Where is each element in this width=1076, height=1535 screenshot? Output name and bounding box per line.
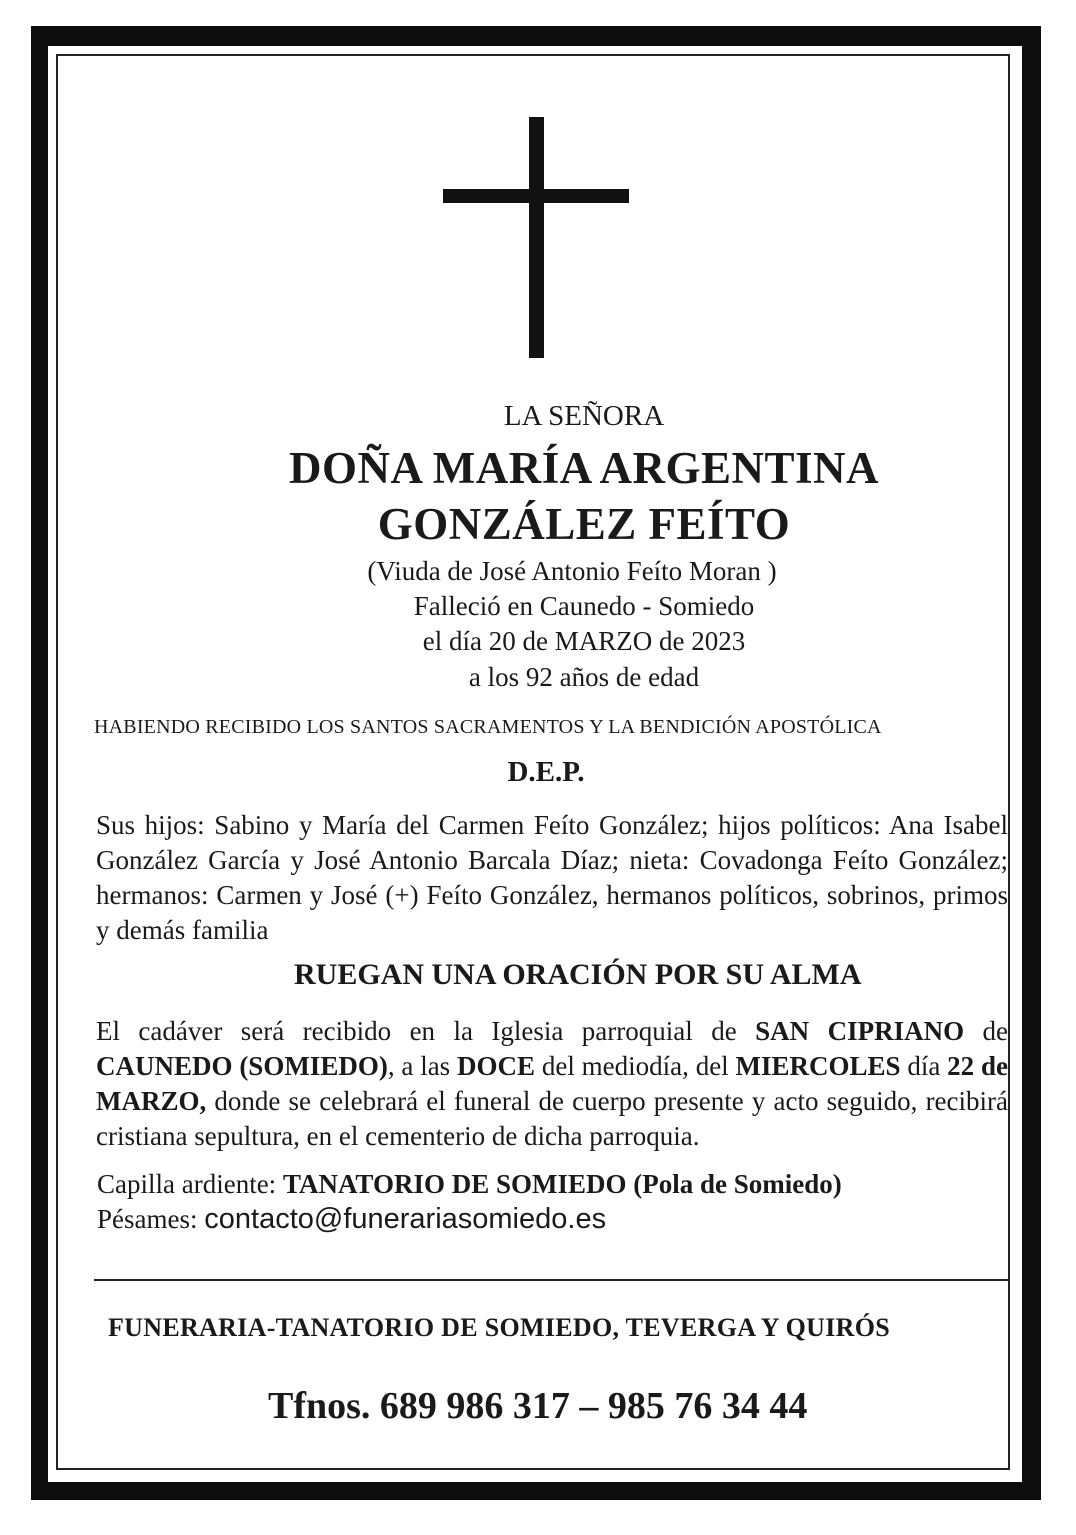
burial-text-5: día: [900, 1051, 948, 1081]
village-name: CAUNEDO (SOMIEDO): [96, 1051, 388, 1081]
death-place-line: Falleció en Caunedo - Somiedo: [413, 591, 755, 621]
company-name: FUNERARIA-TANATORIO DE SOMIEDO, TEVERGA Y QUIRÓS: [108, 1313, 890, 1342]
cross-horizontal-bar: [443, 189, 629, 203]
death-date-line: el día 20 de MARZO de 2023: [422, 626, 746, 656]
family-paragraph: Sus hijos: Sabino y María del Carmen Feíto González; hijos políticos: Ana Isabel González García y José Antonio Barcala Díaz; nieta: Covadonga Feíto González; hermanos: Carmen y José (+) Feíto González, hermanos políticos, sobrinos, primos y demás familia: [96, 810, 1008, 945]
burial-hour: DOCE: [457, 1051, 536, 1081]
condolences-line: [97, 1203, 606, 1236]
footer-divider: [94, 1279, 1010, 1281]
burial-text-2: de: [964, 1016, 1008, 1046]
burial-text-3: , a las: [387, 1051, 458, 1081]
burial-date: 22 de MARZO,: [96, 1051, 1008, 1116]
widow-of-line: (Viuda de José Antonio Feíto Moran ): [367, 556, 777, 586]
sacraments-line: HABIENDO RECIBIDO LOS SANTOS SACRAMENTOS Y LA BENDICIÓN APOSTÓLICA: [94, 716, 882, 738]
burial-weekday: MIERCOLES: [735, 1051, 901, 1081]
cross-vertical-bar: [529, 117, 544, 358]
deceased-name-line1: DOÑA MARÍA ARGENTINA: [288, 443, 880, 493]
chapel-label: Capilla ardiente:: [97, 1169, 283, 1199]
chapel-value: TANATORIO DE SOMIEDO (Pola de Somiedo): [282, 1169, 842, 1199]
age-line: a los 92 años de edad: [468, 662, 700, 692]
phone-numbers: Tfnos. 689 986 317 – 985 76 34 44: [268, 1385, 808, 1427]
burial-paragraph: [96, 1014, 1008, 1154]
title-line: LA SEÑORA: [503, 400, 665, 432]
condolences-label: Pésames:: [97, 1204, 205, 1234]
burial-text-4: del mediodía, del: [535, 1051, 736, 1081]
burial-text-6: donde se celebrará el funeral de cuerpo presente y acto seguido, recibirá cristiana sepultura, en el cementerio de dicha parroquia.: [96, 1086, 1008, 1151]
condolences-email: contacto@funerariasomiedo.es: [204, 1203, 607, 1235]
burial-text-1: El cadáver será recibido en la Iglesia parroquial de: [96, 1016, 756, 1046]
prayer-request-heading: RUEGAN UNA ORACIÓN POR SU ALMA: [294, 958, 862, 991]
deceased-name-line2: GONZÁLEZ FEÍTO: [377, 499, 791, 549]
dep-heading: D.E.P.: [507, 756, 585, 788]
church-name: SAN CIPRIANO: [755, 1016, 965, 1046]
chapel-line: [97, 1169, 842, 1200]
